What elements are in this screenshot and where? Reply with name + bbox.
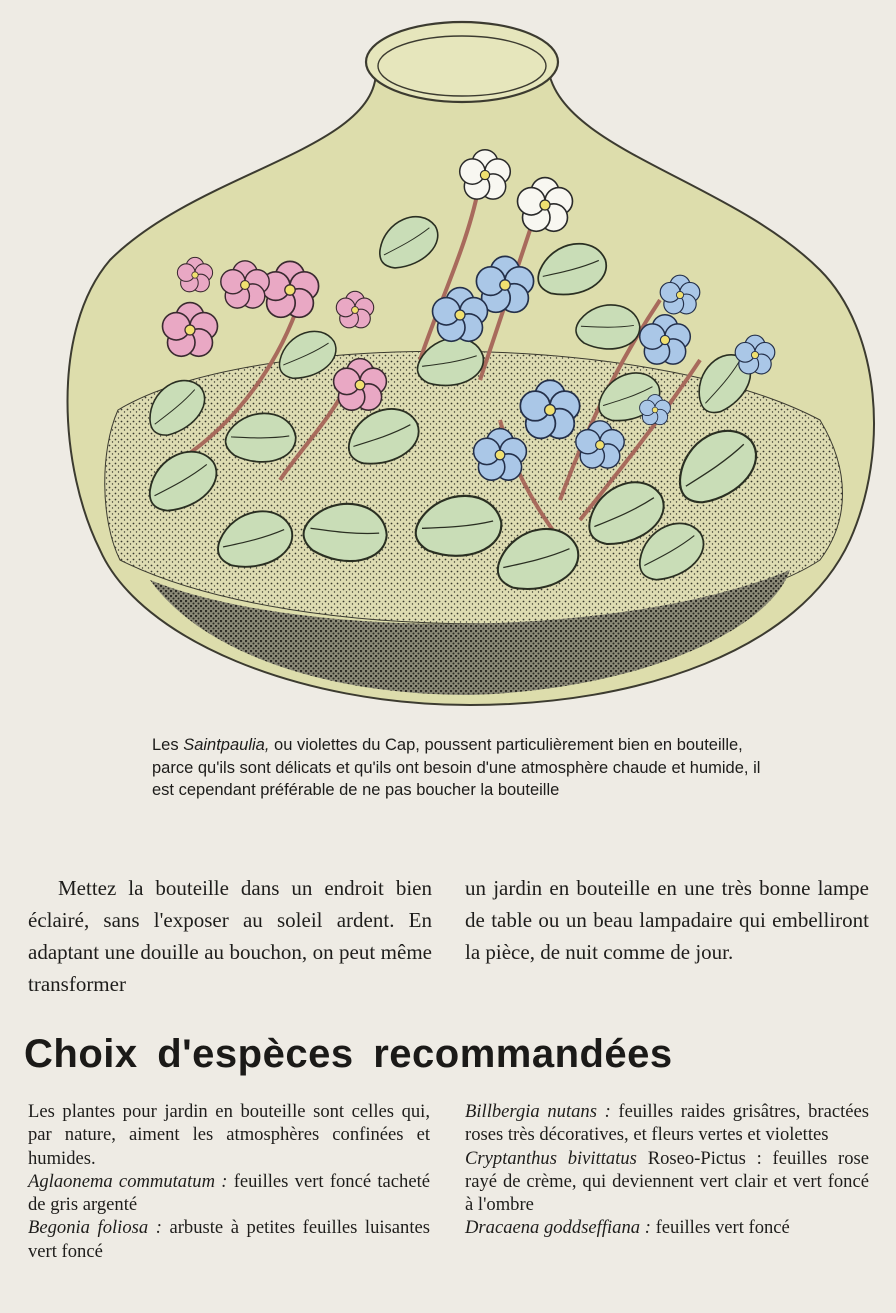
- lead-paragraph: Les plantes pour jardin en bouteille sont celles qui, par nature, aiment les atmosphères confinées et humides.: [28, 1101, 430, 1169]
- species-entry: [465, 1100, 869, 1147]
- intro-column-right: [465, 872, 869, 968]
- species-description: arbuste à petites feuilles luisantes vert foncé: [28, 1217, 430, 1262]
- section-heading: Choix d'espèces recommandées: [24, 1032, 673, 1076]
- caption-text: ou violettes du Cap, poussent particulièrement bien en bouteille, parce qu'ils sont délicats et qu'ils ont besoin d'une atmosphère chaude et humide, il est cependant préférable de ne pas boucher la bouteille: [152, 736, 761, 799]
- bottle-neck-rim: [366, 22, 558, 102]
- species-description: Roseo-Pictus : feuilles rose rayé de crème, qui deviennent vert clair et vert foncé à l'ombre: [465, 1147, 869, 1216]
- species-description: feuilles raides grisâtres, bractées roses très décoratives, et fleurs vertes et violettes: [465, 1101, 869, 1146]
- species-entry: [28, 1170, 430, 1217]
- species-column-left: [28, 1100, 430, 1263]
- figure-caption: [152, 734, 764, 802]
- intro-paragraph-left: Mettez la bouteille dans un endroit bien éclairé, sans l'exposer au soleil ardent. En adaptant une douille au bouchon, on peut même transformer: [28, 876, 432, 996]
- species-entry: [28, 1216, 430, 1263]
- species-description: feuilles vert foncé: [655, 1217, 790, 1239]
- species-name: Dracaena goddseffiana :: [465, 1217, 651, 1239]
- species-column-right: [465, 1100, 869, 1240]
- intro-paragraph-right: un jardin en bouteille en une très bonne lampe de table ou un beau lampadaire qui embelliront la pièce, de nuit comme de jour.: [465, 876, 869, 964]
- caption-genus: Saintpaulia,: [183, 736, 270, 754]
- species-name: Billbergia nutans :: [465, 1101, 611, 1122]
- species-entry: [465, 1147, 869, 1217]
- species-description: feuilles vert foncé tacheté de gris argenté: [28, 1170, 430, 1216]
- species-name: Begonia foliosa :: [28, 1217, 162, 1239]
- intro-column-left: [28, 872, 432, 1000]
- species-name: Aglaonema commutatum :: [28, 1170, 228, 1192]
- species-name: Cryptanthus bivittatus: [465, 1147, 637, 1169]
- caption-prefix: Les: [152, 736, 179, 754]
- species-entry: [465, 1216, 869, 1239]
